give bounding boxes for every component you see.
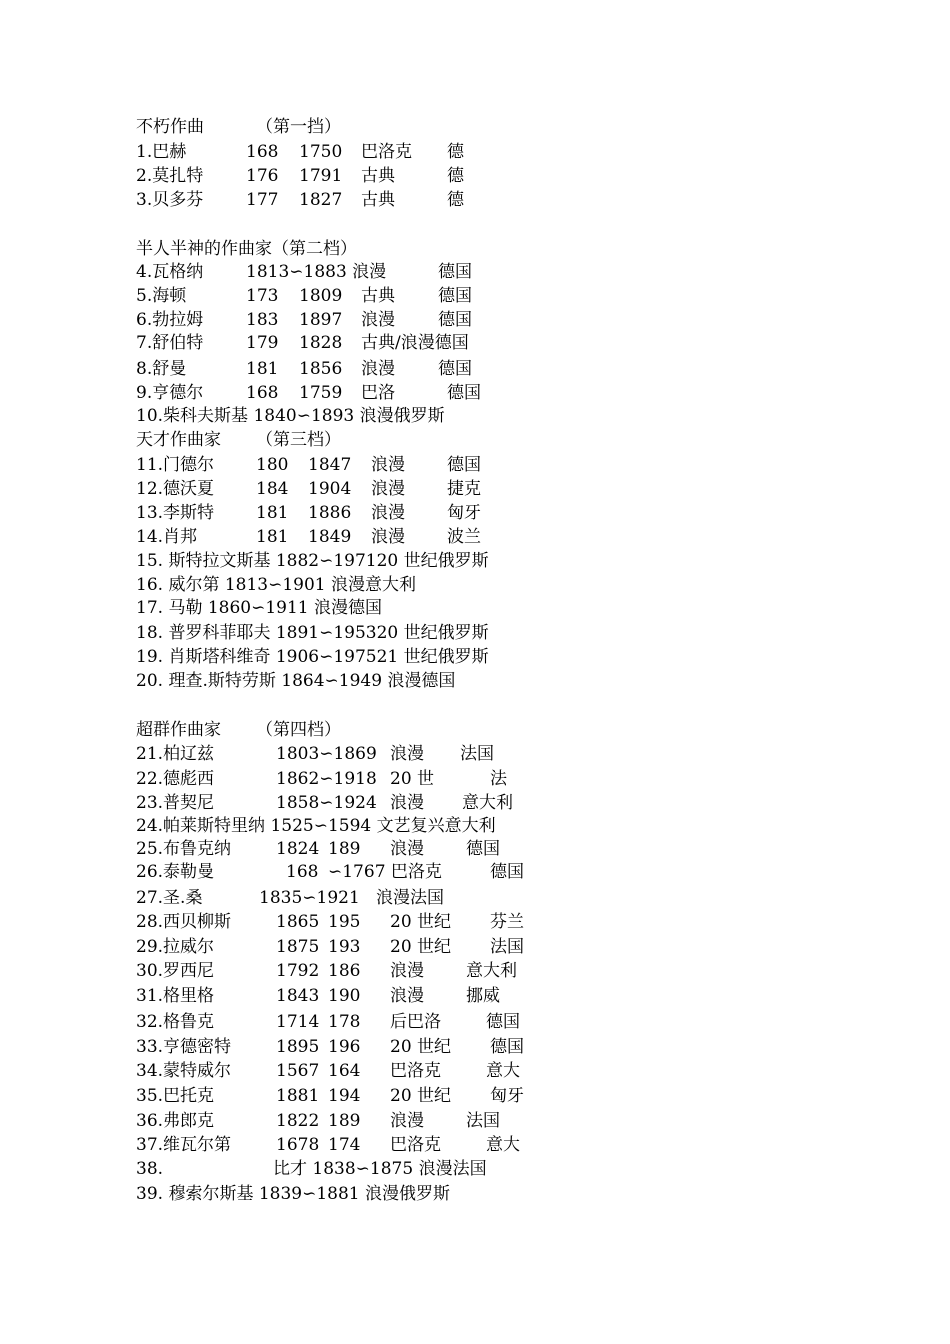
text-cell: 168 <box>286 862 319 882</box>
text-cell: 195 <box>328 912 361 932</box>
text-cell: 德国 <box>438 359 472 379</box>
text-cell: 捷克 <box>447 479 481 499</box>
text-cell: 34.蒙特威尔 <box>136 1061 232 1081</box>
text-cell: 巴洛克 <box>390 1061 441 1081</box>
text-cell: 浪漫 <box>390 793 424 813</box>
text-cell: （第一挡） <box>256 117 341 137</box>
text-cell: 30.罗西尼 <box>136 961 215 981</box>
text-cell: 194 <box>328 1086 361 1106</box>
text-cell: 1.巴赫 <box>136 142 187 162</box>
text-cell: 意大 <box>486 1061 520 1081</box>
text-cell: 35.巴托克 <box>136 1086 215 1106</box>
text-cell: 39. 穆索尔斯基 1839∽1881 浪漫俄罗斯 <box>136 1184 451 1204</box>
text-cell: 德国 <box>490 1037 524 1057</box>
text-cell: 183 <box>246 310 279 330</box>
text-cell: 1897 <box>299 310 343 330</box>
text-cell: 1827 <box>299 190 343 210</box>
text-cell: 8.舒曼 <box>136 359 187 379</box>
text-cell: 23.普契尼 <box>136 793 215 813</box>
text-cell: 13.李斯特 <box>136 503 215 523</box>
text-cell: 1843 <box>276 986 320 1006</box>
text-cell: 半人半神的作曲家（第二档） <box>136 239 357 259</box>
text-cell: 33.亨德密特 <box>136 1037 232 1057</box>
text-cell: 浪漫 <box>390 1111 424 1131</box>
text-cell: 法国 <box>466 1111 500 1131</box>
text-cell: 浪漫 <box>390 961 424 981</box>
text-cell: 芬兰 <box>490 912 524 932</box>
text-cell: 德国 <box>447 455 481 475</box>
text-cell: 1886 <box>308 503 352 523</box>
text-cell: 1792 <box>276 961 320 981</box>
text-cell: 1791 <box>299 166 343 186</box>
text-cell: 1828 <box>299 333 343 353</box>
text-cell: 德国 <box>438 286 472 306</box>
text-cell: 6.勃拉姆 <box>136 310 204 330</box>
text-cell: 浪漫 <box>371 479 405 499</box>
text-cell: 巴洛 <box>361 383 395 403</box>
text-cell: 法 <box>490 769 507 789</box>
text-cell: 24.帕莱斯特里纳 1525∽1594 文艺复兴意大利 <box>136 816 496 836</box>
text-cell: 1856 <box>299 359 343 379</box>
text-cell: 1803∽1869 <box>276 744 377 764</box>
text-cell: 浪漫 <box>371 503 405 523</box>
text-cell: 古典/浪漫德国 <box>361 333 469 353</box>
text-cell: 超群作曲家 <box>136 720 221 740</box>
text-cell: 法国 <box>460 744 494 764</box>
text-cell: 浪漫 <box>361 359 395 379</box>
text-cell: 7.舒伯特 <box>136 333 204 353</box>
text-cell: 190 <box>328 986 361 1006</box>
text-cell: 177 <box>246 190 279 210</box>
text-cell: 德国 <box>486 1012 520 1032</box>
text-cell: 1881 <box>276 1086 320 1106</box>
text-cell: 193 <box>328 937 361 957</box>
text-cell: 31.格里格 <box>136 986 215 1006</box>
text-cell: 20 世纪 <box>390 937 452 957</box>
text-cell: 32.格鲁克 <box>136 1012 215 1032</box>
text-cell: 17. 马勒 1860∽1911 浪漫德国 <box>136 598 383 618</box>
text-cell: 浪漫法国 <box>376 888 444 908</box>
text-cell: 164 <box>328 1061 361 1081</box>
text-cell: 匈牙 <box>490 1086 524 1106</box>
text-cell: ∽1767 巴洛克 <box>328 862 442 882</box>
text-cell: 20. 理查.斯特劳斯 1864∽1949 浪漫德国 <box>136 671 456 691</box>
text-cell: 波兰 <box>447 527 481 547</box>
text-cell: 1847 <box>308 455 352 475</box>
text-cell: 27.圣.桑 <box>136 888 203 908</box>
text-cell: （第三档） <box>256 430 341 450</box>
text-cell: 9.亨德尔 <box>136 383 204 403</box>
text-cell: 25.布鲁克纳 <box>136 839 232 859</box>
text-cell: 180 <box>256 455 289 475</box>
text-cell: 天才作曲家 <box>136 430 221 450</box>
text-cell: 德国 <box>490 862 524 882</box>
text-cell: 10.柴科夫斯基 1840∽1893 浪漫俄罗斯 <box>136 406 445 426</box>
text-cell: 1824 <box>276 839 320 859</box>
text-cell: 巴洛克 <box>361 142 412 162</box>
text-cell: 1904 <box>308 479 352 499</box>
text-cell: 181 <box>246 359 279 379</box>
text-cell: 意大 <box>486 1135 520 1155</box>
text-cell: 11.门德尔 <box>136 455 215 475</box>
text-cell: 168 <box>246 383 279 403</box>
text-cell: 1862∽1918 <box>276 769 377 789</box>
text-cell: 德国 <box>447 383 481 403</box>
text-cell: 浪漫 <box>390 744 424 764</box>
text-cell: 1858∽1924 <box>276 793 377 813</box>
text-cell: 德 <box>447 166 464 186</box>
text-cell: 20 世 <box>390 769 435 789</box>
text-cell: （第四档） <box>256 720 341 740</box>
text-cell: 1759 <box>299 383 343 403</box>
text-cell: 196 <box>328 1037 361 1057</box>
text-cell: 不朽作曲 <box>136 117 204 137</box>
text-cell: 20 世纪 <box>390 1037 452 1057</box>
text-cell: 古典 <box>361 166 395 186</box>
text-cell: 22.德彪西 <box>136 769 215 789</box>
text-cell: 德国 <box>438 262 472 282</box>
text-cell: 1678 <box>276 1135 320 1155</box>
text-cell: 3.贝多芬 <box>136 190 204 210</box>
text-cell: 28.西贝柳斯 <box>136 912 232 932</box>
text-cell: 29.拉威尔 <box>136 937 215 957</box>
text-cell: 20 世纪 <box>390 1086 452 1106</box>
text-cell: 古典 <box>361 190 395 210</box>
text-cell: 181 <box>256 527 289 547</box>
text-cell: 186 <box>328 961 361 981</box>
text-cell: 浪漫 <box>371 527 405 547</box>
text-cell: 1567 <box>276 1061 320 1081</box>
text-cell: 浪漫 <box>390 986 424 1006</box>
text-cell: 1822 <box>276 1111 320 1131</box>
text-cell: 1750 <box>299 142 343 162</box>
text-cell: 浪漫 <box>390 839 424 859</box>
text-cell: 168 <box>246 142 279 162</box>
text-cell: 15. 斯特拉文斯基 1882∽197120 世纪俄罗斯 <box>136 551 489 571</box>
text-cell: 14.肖邦 <box>136 527 198 547</box>
text-cell: 意大利 <box>462 793 513 813</box>
text-cell: 174 <box>328 1135 361 1155</box>
text-cell: 匈牙 <box>447 503 481 523</box>
text-cell: 1849 <box>308 527 352 547</box>
text-cell: 后巴洛 <box>390 1012 441 1032</box>
text-cell: 5.海顿 <box>136 286 187 306</box>
text-cell: 浪漫 <box>371 455 405 475</box>
text-cell: 179 <box>246 333 279 353</box>
text-cell: 比才 1838∽1875 浪漫法国 <box>273 1159 487 1179</box>
text-cell: 184 <box>256 479 289 499</box>
text-cell: 法国 <box>490 937 524 957</box>
text-cell: 173 <box>246 286 279 306</box>
text-cell: 德 <box>447 142 464 162</box>
text-cell: 12.德沃夏 <box>136 479 215 499</box>
text-cell: 38. <box>136 1159 164 1179</box>
text-cell: 德国 <box>466 839 500 859</box>
text-cell: 巴洛克 <box>390 1135 441 1155</box>
text-cell: 1813∽1883 浪漫 <box>246 262 387 282</box>
text-cell: 21.柏辽兹 <box>136 744 215 764</box>
text-cell: 19. 肖斯塔科维奇 1906∽197521 世纪俄罗斯 <box>136 647 489 667</box>
text-cell: 26.泰勒曼 <box>136 862 215 882</box>
text-cell: 189 <box>328 839 361 859</box>
text-cell: 189 <box>328 1111 361 1131</box>
text-cell: 挪威 <box>466 986 500 1006</box>
text-cell: 178 <box>328 1012 361 1032</box>
text-cell: 1714 <box>276 1012 320 1032</box>
text-cell: 意大利 <box>466 961 517 981</box>
text-cell: 1835∽1921 <box>259 888 360 908</box>
text-cell: 181 <box>256 503 289 523</box>
text-cell: 德国 <box>438 310 472 330</box>
text-cell: 18. 普罗科菲耶夫 1891∽195320 世纪俄罗斯 <box>136 623 489 643</box>
text-cell: 20 世纪 <box>390 912 452 932</box>
text-cell: 德 <box>447 190 464 210</box>
text-cell: 1875 <box>276 937 320 957</box>
text-cell: 176 <box>246 166 279 186</box>
text-cell: 1895 <box>276 1037 320 1057</box>
text-cell: 1865 <box>276 912 320 932</box>
text-cell: 16. 威尔第 1813∽1901 浪漫意大利 <box>136 575 417 595</box>
text-cell: 37.维瓦尔第 <box>136 1135 232 1155</box>
text-cell: 36.弗郎克 <box>136 1111 215 1131</box>
text-cell: 2.莫扎特 <box>136 166 204 186</box>
text-cell: 古典 <box>361 286 395 306</box>
text-cell: 4.瓦格纳 <box>136 262 204 282</box>
text-cell: 1809 <box>299 286 343 306</box>
text-cell: 浪漫 <box>361 310 395 330</box>
